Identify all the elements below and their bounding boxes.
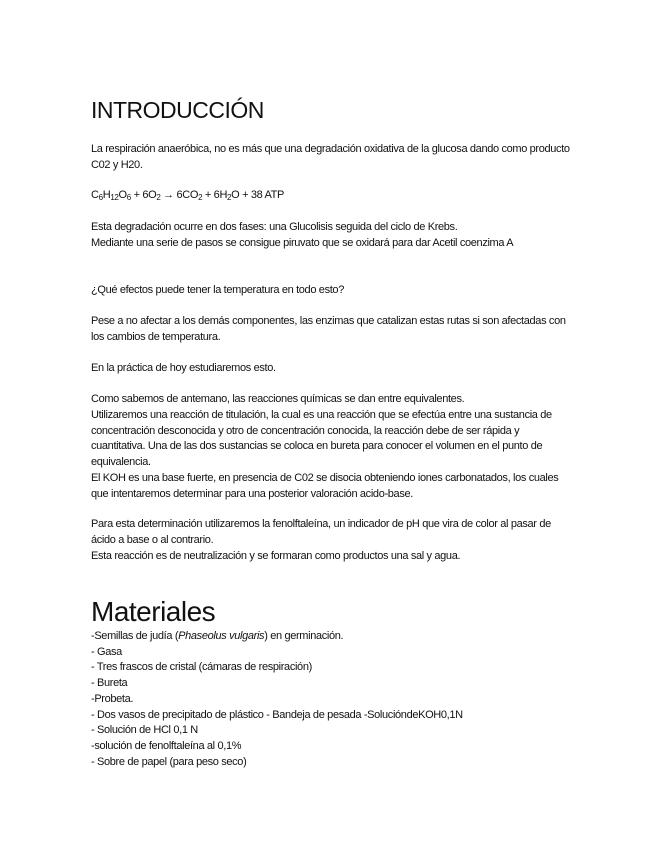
paragraph-equivalents: Como sabemos de antemano, las reacciones químicas se dan entre equivalentes. [91, 393, 465, 405]
list-item-text: -Semillas de judía ( [91, 630, 179, 642]
paragraph-titration: Utilizaremos una reacción de titulación, la cual es una reacción que se efectúa entre una sustancia de concentración desconocida y otro de concentración conocida, la reacción debe de ser rápida y cuantitativa. Una de las dos sustancias se coloca en bureta para conocer el volumen en el punto de equivalencia. [91, 409, 552, 468]
list-item: -Probeta. [91, 692, 134, 705]
paragraph-practice: En la práctica de hoy estudiaremos esto. [91, 362, 276, 374]
list-item: - Solución de HCl 0,1 N [91, 724, 198, 737]
equation-part: + 6O [130, 189, 157, 201]
list-item: - Tres frascos de cristal (cámaras de respiración) [91, 661, 312, 674]
equation-part: + 6H [202, 189, 228, 201]
scientific-name: Phaseolus vulgaris [178, 630, 265, 642]
paragraph-phenolphthalein: Para esta determinación utilizaremos la fenolftaleína, un indicador de pH que vira de color al pasar de ácido a base o al contrario. [91, 518, 551, 546]
introduction-heading: INTRODUCCIÓN [91, 97, 264, 123]
list-item: - Dos vasos de precipitado de plástico - Bandeja de pesada -SolucióndeKOH0,1N [91, 708, 463, 721]
equation-subscript: 2 [198, 193, 203, 202]
materials-heading: Materiales [91, 596, 216, 627]
paragraph-pyruvate: Mediante una serie de pasos se consigue piruvato que se oxidará para dar Acetil coenzima A [91, 237, 514, 249]
equation-subscript: 6 [126, 193, 131, 202]
chemical-equation [91, 188, 571, 204]
equation-part: O [118, 189, 127, 201]
list-item-text: ) en germinación. [264, 630, 344, 642]
paragraph-anaerobic-respiration: La respiración anaeróbica, no es más que una degradación oxidativa de la glucosa dando como producto C02 y H20. [91, 143, 570, 171]
equation-part: H [102, 189, 111, 201]
list-item: - Gasa [91, 645, 122, 658]
equation-subscript: 6 [98, 193, 103, 202]
equation-subscript: 2 [156, 193, 161, 202]
temperature-question: ¿Qué efectos puede tener la temperatura en todo esto? [91, 284, 344, 296]
materials-list [91, 629, 463, 770]
equation-part: O + 38 ATP [231, 189, 285, 201]
equation-subscript: 12 [110, 193, 119, 202]
equation-part: → 6CO [160, 189, 199, 201]
paragraph-koh: El KOH es una base fuerte, en presencia de C02 se disocia obteniendo iones carbonatados, los cuales que intentaremos determinar para una posterior valoración acido-base. [91, 472, 559, 500]
list-item: - Bureta [91, 677, 128, 690]
paragraph-neutralization: Esta reacción es de neutralización y se formaran como productos una sal y agua. [91, 550, 461, 562]
list-item [91, 629, 463, 645]
equation-subscript: 2 [227, 193, 232, 202]
list-item: -solución de fenolftaleína al 0,1% [91, 739, 242, 752]
list-item: - Sobre de papel (para peso seco) [91, 755, 247, 768]
paragraph-two-phases: Esta degradación ocurre en dos fases: una Glucolisis seguida del ciclo de Krebs. [91, 221, 458, 233]
equation-part: C [91, 189, 99, 201]
paragraph-enzymes: Pese a no afectar a los demás componentes, las enzimas que catalizan estas rutas si son afectadas con los cambios de temperatura. [91, 315, 566, 343]
